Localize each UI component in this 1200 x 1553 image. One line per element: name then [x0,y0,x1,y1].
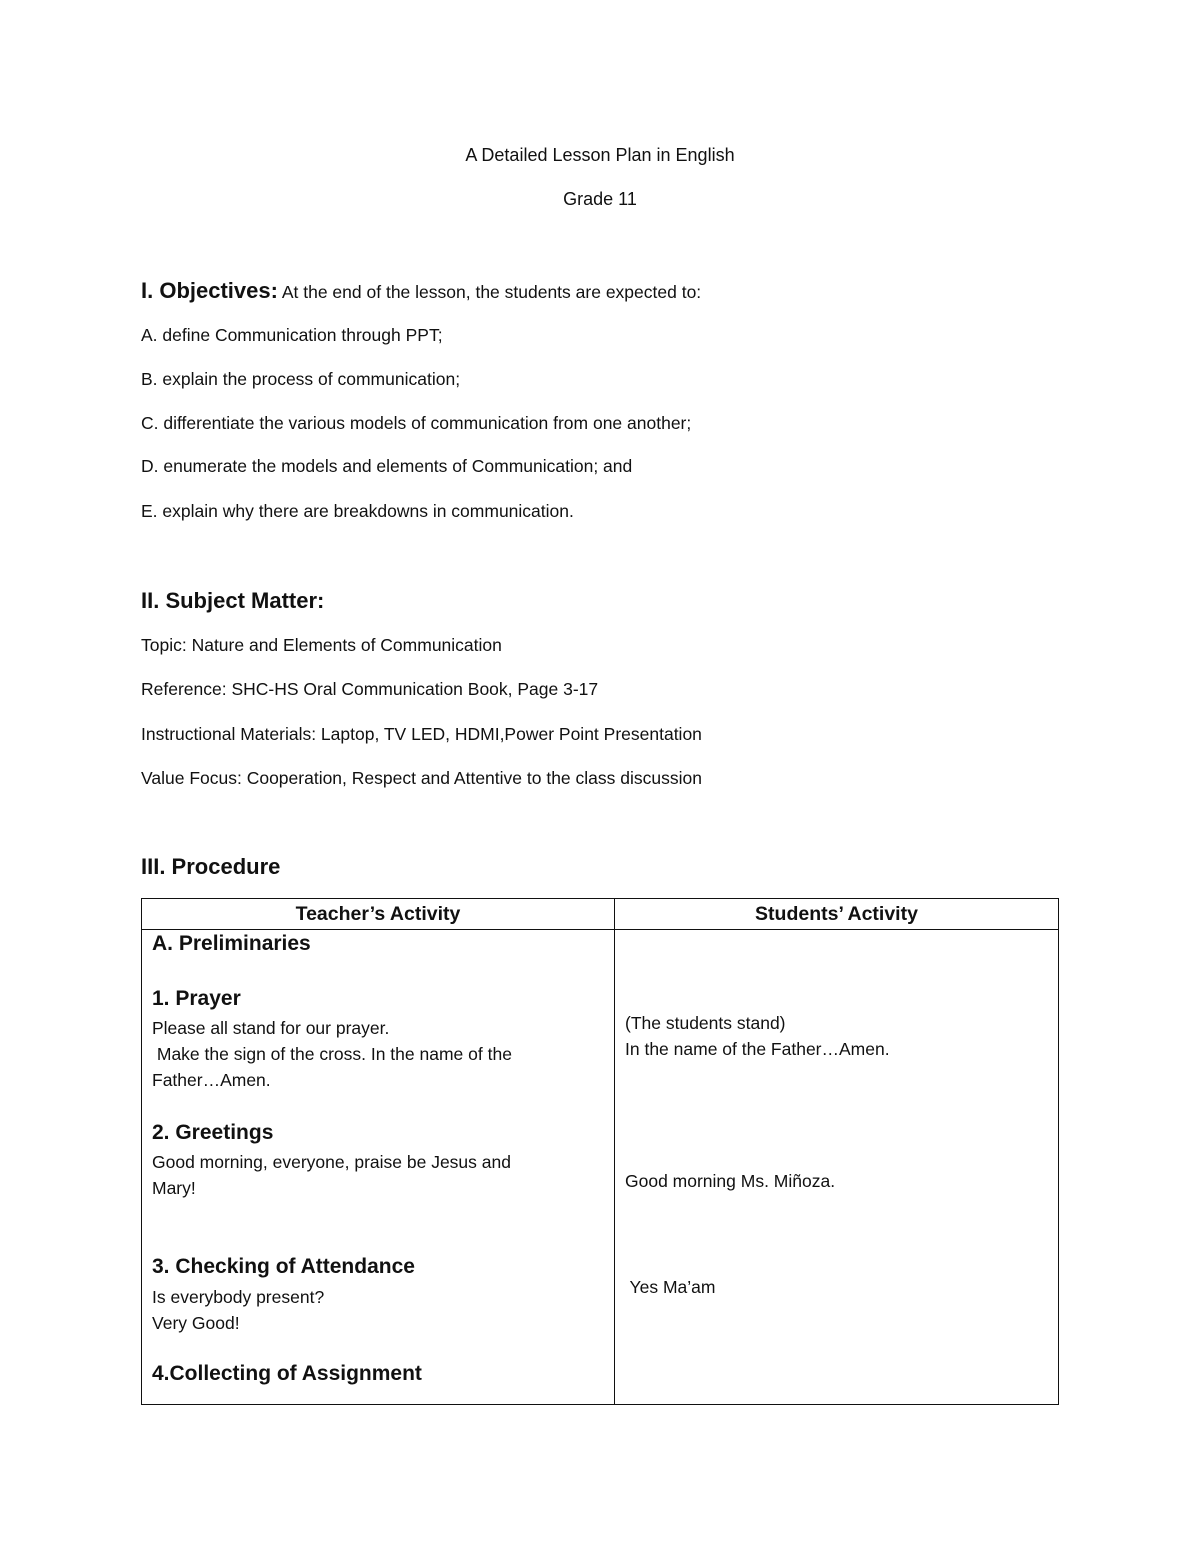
objective-item: C. differentiate the various models of communication from one another; [141,413,692,433]
prayer-text-line: Make the sign of the cross. In the name of the [152,1044,512,1064]
attendance-text-line: Very Good! [152,1313,240,1333]
procedure-table [141,898,1059,1405]
subject-value-focus: Value Focus: Cooperation, Respect and Attentive to the class discussion [141,768,702,788]
students-prayer-line: (The students stand) [625,1013,786,1033]
subject-matter-heading: II. Subject Matter: [141,588,325,613]
prayer-text-line: Please all stand for our prayer. [152,1018,390,1038]
subject-topic: Topic: Nature and Elements of Communication [141,635,502,655]
objectives-heading: I. Objectives: [141,278,278,303]
objective-item: B. explain the process of communication; [141,369,461,389]
teacher-activity-cell [142,930,615,1405]
students-activity-header: Students’ Activity [615,899,1059,930]
assignment-heading: 4.Collecting of Assignment [152,1362,422,1385]
students-prayer-line: In the name of the Father…Amen. [625,1039,890,1059]
subject-materials: Instructional Materials: Laptop, TV LED, HDMI,Power Point Presentation [141,724,702,744]
objectives-intro: At the end of the lesson, the students are expected to: [277,282,702,302]
table-header-row [142,899,1059,930]
prayer-heading: 1. Prayer [152,987,241,1010]
greetings-text-line: Good morning, everyone, praise be Jesus and [152,1152,511,1172]
objective-item: A. define Communication through PPT; [141,325,443,345]
students-attendance-reply: Yes Ma’am [625,1277,716,1297]
objectives-line [141,278,701,304]
greetings-text-line: Mary! [152,1178,196,1198]
attendance-heading: 3. Checking of Attendance [152,1255,415,1278]
procedure-heading: III. Procedure [141,854,281,879]
subject-reference: Reference: SHC-HS Oral Communication Book, Page 3-17 [141,679,599,699]
table-row [142,930,1059,1405]
greetings-heading: 2. Greetings [152,1121,274,1144]
grade-label: Grade 11 [563,189,637,209]
preliminaries-heading: A. Preliminaries [152,932,311,955]
attendance-text-line: Is everybody present? [152,1287,325,1307]
students-activity-cell [615,930,1059,1405]
prayer-text-line: Father…Amen. [152,1070,271,1090]
students-greeting: Good morning Ms. Miñoza. [625,1171,836,1191]
document-title: A Detailed Lesson Plan in English [465,145,735,165]
objective-item: E. explain why there are breakdowns in communication. [141,501,574,521]
objective-item: D. enumerate the models and elements of Communication; and [141,456,633,476]
teacher-activity-header: Teacher’s Activity [142,899,615,930]
